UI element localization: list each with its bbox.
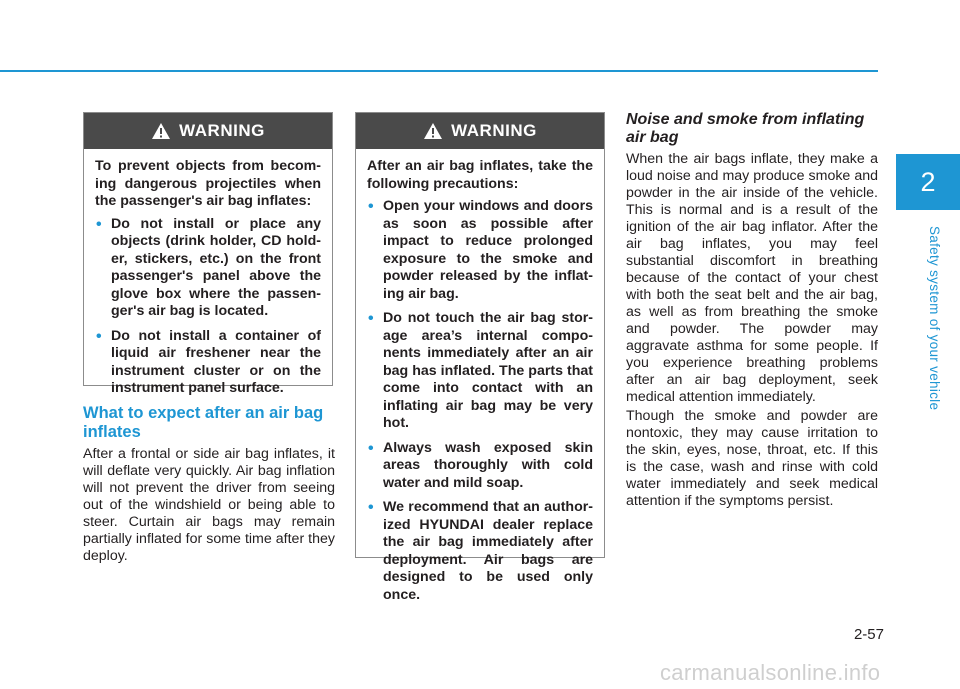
warning-body: [356, 149, 604, 604]
chapter-title: Safety system of your vehicle: [927, 226, 942, 411]
warning-bullet: • Do not touch the air bag stor-age area’s internal compo-nents immediately after an air bag has inflated. The parts that come into contact with an inflating air bag may be very hot.: [367, 310, 593, 433]
warning-bullet: • Do not install a container of liquid air freshener near the instrument cluster or on the instrument panel surface.: [95, 328, 321, 398]
section-heading-expect: What to expect after an air bag inflates: [83, 404, 324, 441]
page-number: 2-57: [853, 626, 884, 643]
section-body-expect: After a frontal or side air bag inflates, it will deflate very quickly. Air bag inflation will not prevent the driver from seeing out of the windshield or being able to steer. Curtain air bags may remain partially inflated for some time after they deploy.: [83, 446, 335, 564]
warning-bullet-list: [95, 216, 321, 398]
warning-title: WARNING: [451, 121, 537, 140]
section-heading-noise: Noise and smoke from inflating air bag: [626, 111, 865, 146]
warning-body: [84, 149, 332, 398]
warning-bullet: • Always wash exposed skin areas thoroughly with cold water and mild soap.: [367, 440, 593, 493]
warning-bullet: • We recommend that an author-ized HYUNDAI dealer replace the air bag immediately after deployment. Air bags are designed to be used only once.: [367, 499, 593, 604]
chapter-tab: 2: [896, 154, 960, 210]
warning-box-precautions: [355, 112, 605, 603]
watermark: carmanualsonline.info: [660, 660, 881, 685]
warning-triangle-icon: [423, 122, 443, 140]
warning-bullet-list: [367, 198, 593, 604]
warning-bullet: • Do not install or place any objects (drink holder, CD hold-er, stickers, etc.) on the front passenger's panel above the glove box where the passen-ger's air bag is located.: [95, 216, 321, 321]
warning-header: [84, 113, 332, 149]
section-body-noise-2: Though the smoke and powder are nontoxic, they may cause irritation to the skin, eyes, nose, throat, etc. If this is the case, wash and rinse with cold water immediately and seek medical attention if the symptoms persist.: [626, 408, 878, 509]
warning-header: [356, 113, 604, 149]
warning-intro: To prevent objects from becom-ing dangerous projectiles when the passenger's air bag inflates:: [95, 158, 321, 209]
header-rule: [0, 70, 878, 72]
warning-box-projectiles: [83, 112, 333, 396]
warning-intro: After an air bag inflates, take the following precautions:: [367, 158, 593, 192]
section-body-noise-1: When the air bags inflate, they make a loud noise and may produce smoke and powder in the air inside of the vehicle. This is normal and is a result of the ignition of the air bag inflator. After the air bag inflates, you may feel substantial discomfort in breathing because of the contact of your chest with both the seat belt and the air bag, as well as from breathing the smoke and powder. The powder may aggravate asthma for some people. If you experience breathing problems after an air bag deployment, seek medical attention immediately.: [626, 151, 878, 405]
warning-triangle-icon: [151, 122, 171, 140]
warning-title: WARNING: [179, 121, 265, 140]
warning-bullet: • Open your windows and doors as soon as possible after impact to reduce prolonged exposure to the smoke and powder released by the inflat-ing air bag.: [367, 198, 593, 303]
